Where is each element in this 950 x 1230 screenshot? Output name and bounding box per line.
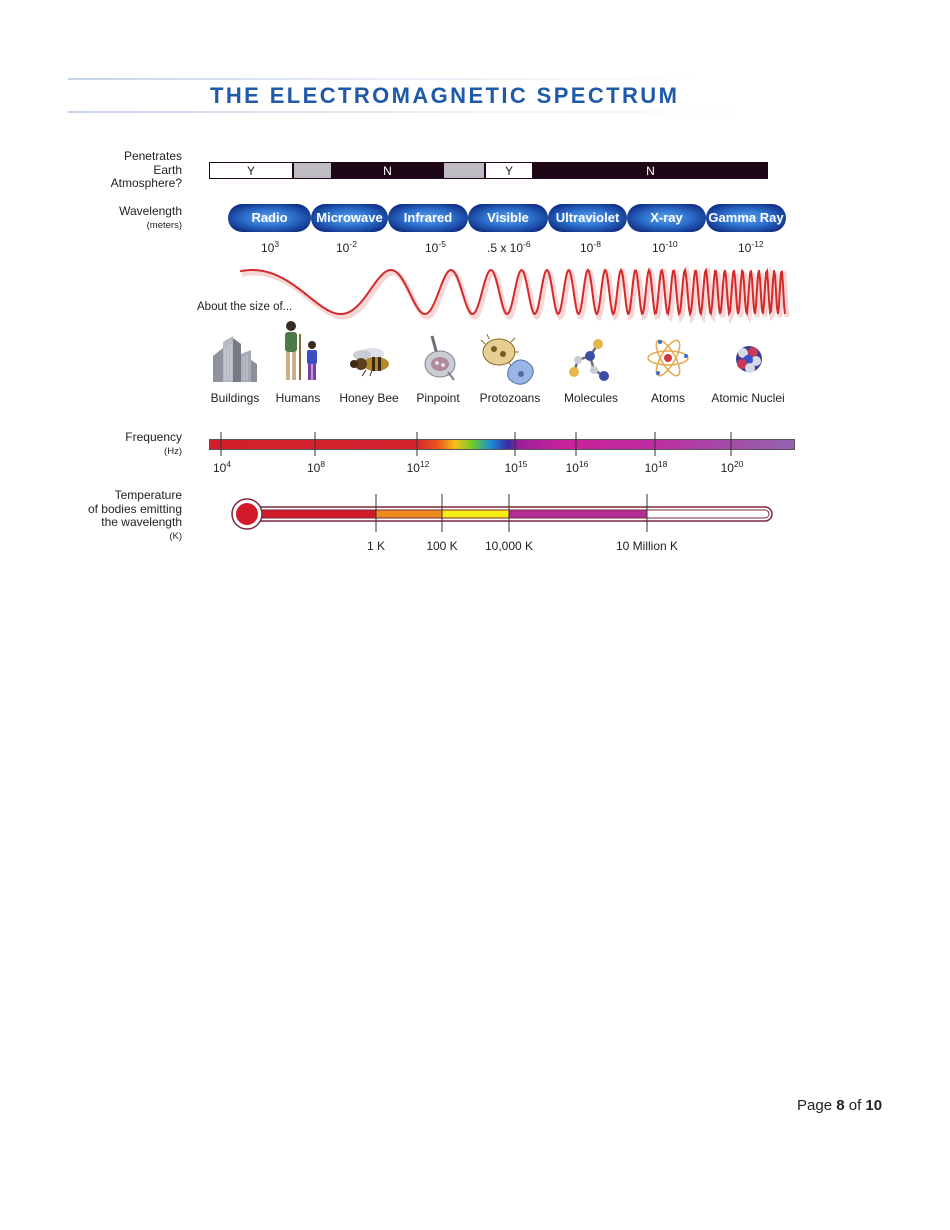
frequency-ticks xyxy=(200,432,800,458)
band-microwave: Microwave xyxy=(311,204,388,232)
object-label-humans: Humans xyxy=(275,391,321,405)
object-label-honey-bee: Honey Bee xyxy=(339,391,399,405)
wavelength-label: Wavelength xyxy=(119,204,182,218)
atmosphere-label-line-3: Atmosphere? xyxy=(110,176,182,190)
band-gamma-ray: Gamma Ray xyxy=(706,204,786,232)
molecules-icon xyxy=(566,338,612,382)
band-visible: Visible xyxy=(468,204,548,232)
atom-icon xyxy=(646,338,690,378)
humans-icon xyxy=(279,320,323,384)
frequency-tick-label: $10^{15}$ xyxy=(504,459,528,475)
frequency-row-label xyxy=(125,431,182,458)
temperature-segment-purple xyxy=(509,511,647,518)
page-number-separator: of xyxy=(848,1097,862,1114)
page-number-total: 10 xyxy=(865,1097,883,1114)
wavelength-value: $10^3$ xyxy=(261,239,280,255)
band-ultraviolet: Ultraviolet xyxy=(548,204,627,232)
frequency-unit: (Hz) xyxy=(164,445,182,457)
atmosphere-label-line-2: Earth xyxy=(153,162,182,177)
frequency-tick-label: $10^4$ xyxy=(212,459,232,475)
atmosphere-segment-visible: Y xyxy=(485,162,533,179)
atomic-nucleus-icon xyxy=(734,344,764,374)
object-label-atoms: Atoms xyxy=(650,391,686,405)
wave-illustration xyxy=(240,262,790,324)
wavelength-value: $10^{-10}$ xyxy=(652,239,678,255)
object-label-atomic-nuclei: Atomic Nuclei xyxy=(711,391,785,405)
buildings-icon xyxy=(211,334,259,384)
temperature-tick-label: 10,000 K xyxy=(484,539,534,553)
temperature-unit: (K) xyxy=(169,530,182,542)
temperature-segment-red xyxy=(248,511,376,518)
temperature-label-line-1: Temperature xyxy=(114,488,182,502)
frequency-tick-label: $10^{18}$ xyxy=(644,459,668,475)
page-number-current: 8 xyxy=(836,1097,845,1114)
band-x-ray: X-ray xyxy=(627,204,706,232)
wavelength-unit: (meters) xyxy=(146,219,182,231)
band-radio: Radio xyxy=(228,204,311,232)
thermometer xyxy=(230,494,776,534)
wavelength-row-label xyxy=(119,205,182,232)
temperature-label-line-3: the wavelength xyxy=(101,515,182,529)
atmosphere-label-line-1: Penetrates xyxy=(123,149,182,163)
atmosphere-segment-radio: Y xyxy=(209,162,293,179)
protozoans-icon xyxy=(479,334,539,386)
temperature-label-line-2: of bodies emitting xyxy=(87,501,182,516)
wavelength-value: .5 x $10^{-6}$ xyxy=(487,239,531,255)
diagram-title: THE ELECTROMAGNETIC SPECTRUM xyxy=(210,83,680,108)
page-number-prefix: Page xyxy=(797,1097,833,1114)
atmosphere-row-label xyxy=(111,150,182,191)
wavelength-value: $10^{-2}$ xyxy=(336,239,357,255)
atmosphere-segment-partial-1 xyxy=(293,162,332,179)
temperature-tick-label: 1 K xyxy=(366,539,386,553)
about-size-label: About the size of... xyxy=(197,301,293,313)
frequency-tick-label: $10^8$ xyxy=(306,459,326,475)
atmosphere-segment-infrared: N xyxy=(332,162,443,179)
frequency-tick-label: $10^{20}$ xyxy=(720,459,744,475)
title-rule-bottom xyxy=(68,111,768,113)
atmosphere-segment-high-energy: N xyxy=(533,162,768,179)
frequency-label: Frequency xyxy=(125,430,182,444)
object-label-buildings: Buildings xyxy=(210,391,260,405)
object-label-molecules: Molecules xyxy=(563,391,619,405)
temperature-segment-yellow xyxy=(442,511,509,518)
atmosphere-segment-partial-2 xyxy=(443,162,485,179)
pinpoint-icon xyxy=(418,334,460,382)
thermometer-bulb xyxy=(236,503,258,525)
wavelength-value: $10^{-8}$ xyxy=(580,239,601,255)
object-label-pinpoint: Pinpoint xyxy=(416,391,460,405)
title-rule-top xyxy=(68,78,708,80)
frequency-tick-label: $10^{12}$ xyxy=(406,459,430,475)
wavelength-value: $10^{-5}$ xyxy=(425,239,446,255)
wavelength-value: $10^{-12}$ xyxy=(738,239,764,255)
temperature-tick-label: 100 K xyxy=(426,539,458,553)
temperature-tick-label: 10 Million K xyxy=(615,539,679,553)
frequency-tick-label: $10^{16}$ xyxy=(565,459,589,475)
honey-bee-icon xyxy=(346,346,394,378)
band-infrared: Infrared xyxy=(388,204,468,232)
title-banner xyxy=(68,78,728,114)
object-label-protozoans: Protozoans xyxy=(479,391,541,405)
temperature-segment-orange xyxy=(376,511,442,518)
temperature-row-label xyxy=(88,489,182,543)
page-number xyxy=(797,1097,882,1114)
